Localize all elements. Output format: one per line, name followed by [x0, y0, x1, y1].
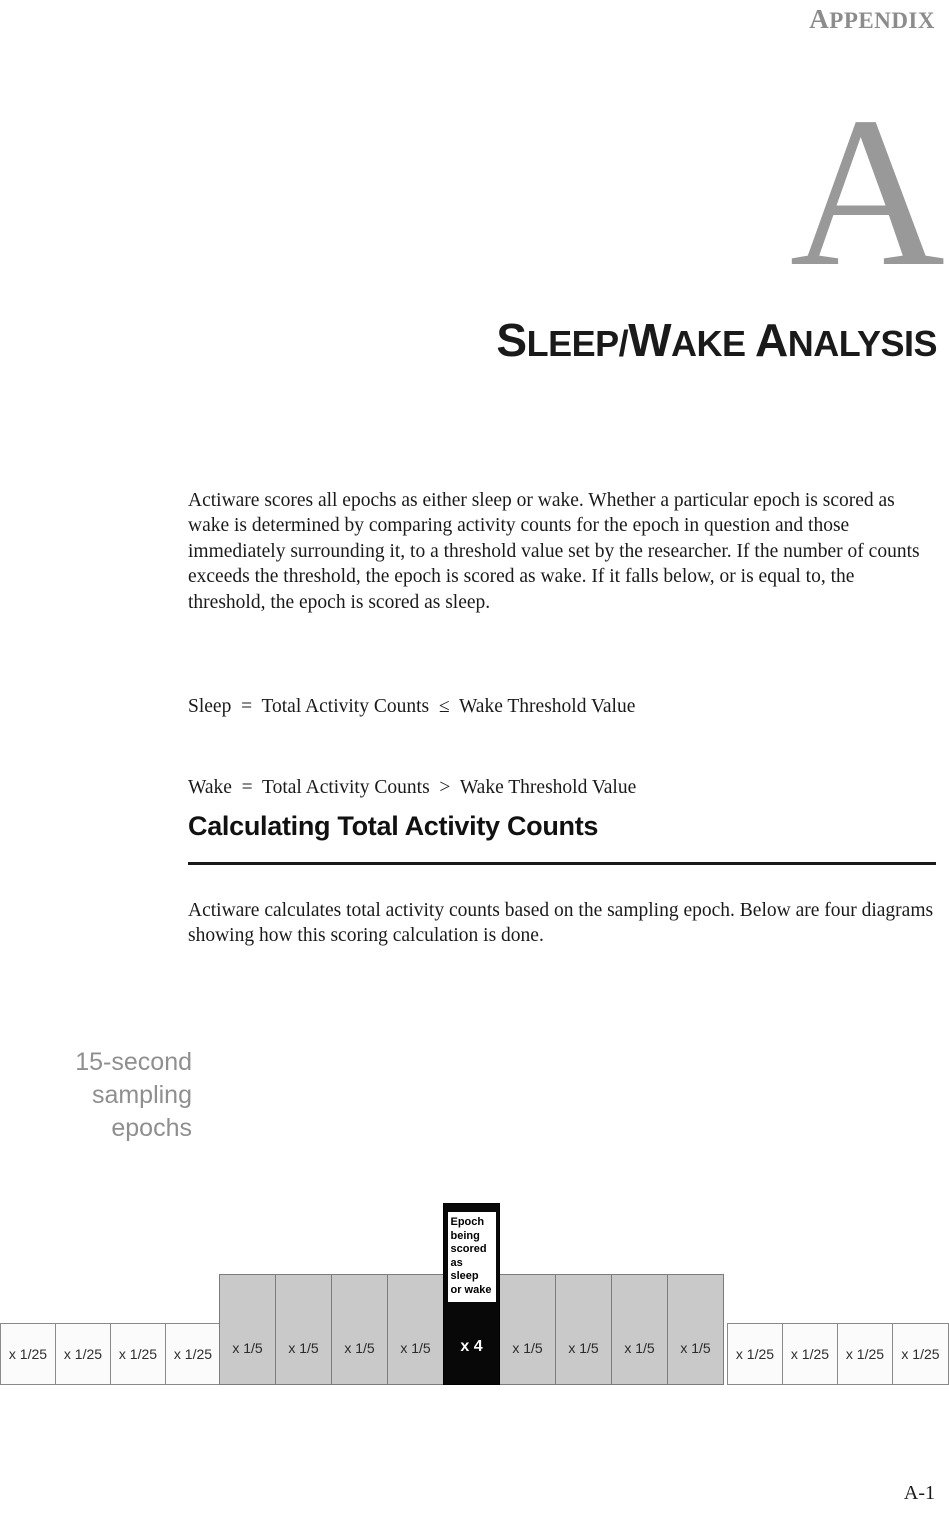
epoch-box-near — [555, 1274, 612, 1385]
diagram-caption — [22, 1046, 192, 1145]
epoch-box-near — [387, 1274, 444, 1385]
epoch-weight-label: x 4 — [460, 1338, 483, 1355]
epoch-weight-label: x 1/5 — [512, 1340, 543, 1356]
epoch-weight-label: x 1/25 — [901, 1346, 940, 1362]
section-paragraph: Actiware calculates total activity counts based on the sampling epoch. Below are four diagrams showing how this scoring calculation is done. — [188, 900, 934, 947]
epoch-weight-label: x 1/5 — [400, 1340, 431, 1356]
scored-epoch-callout-line: Epoch — [450, 1216, 485, 1228]
epoch-weight-label: x 1/5 — [344, 1340, 375, 1356]
diagram-caption-line-1: 15-second — [75, 1048, 192, 1076]
epoch-box-scored — [443, 1203, 500, 1385]
diagram-caption-line-2: sampling — [91, 1081, 192, 1109]
running-head — [809, 4, 935, 35]
diagram-caption-line-3: epochs — [111, 1114, 192, 1142]
epoch-box-far — [892, 1323, 949, 1385]
title-cap-a: A — [755, 314, 788, 366]
epoch-weight-label: x 1/25 — [173, 1346, 213, 1362]
scored-epoch-callout-line: being — [450, 1229, 480, 1242]
epoch-box-far — [0, 1323, 56, 1385]
epoch-box-near — [219, 1274, 276, 1385]
section-body-block — [188, 898, 940, 949]
epoch-box-far — [110, 1323, 166, 1385]
scored-epoch-callout-line: as sleep — [450, 1256, 479, 1282]
epoch-weight-label: x 1/5 — [568, 1340, 599, 1356]
epoch-weight-label: x 1/25 — [118, 1346, 158, 1362]
intro-block — [188, 488, 936, 855]
running-head-rest: PPENDIX — [829, 8, 935, 33]
epoch-box-near — [275, 1274, 332, 1385]
epoch-box-far — [782, 1323, 838, 1385]
epoch-box-far — [837, 1323, 893, 1385]
epoch-weight-label: x 1/25 — [845, 1346, 885, 1362]
epoch-box-near — [499, 1274, 556, 1385]
epoch-box-far — [165, 1323, 221, 1385]
epoch-weight-label: x 1/25 — [790, 1346, 830, 1362]
appendix-letter: A — [789, 72, 941, 311]
title-rest-analysis: NALYSIS — [787, 323, 937, 364]
intro-paragraph: Actiware scores all epochs as either sleep or wake. Whether a particular epoch is scored as wake is determined by comparing activity counts for the epoch in question and those immediately surrounding it, to a threshold value set by the researcher. If the number of counts exceeds the threshold, the epoch is scored as wake. If it falls below, or is equal to, the threshold, the epoch is scored as sleep. — [188, 490, 920, 613]
scored-epoch-callout-line: scored — [450, 1243, 487, 1255]
epoch-box-far — [55, 1323, 111, 1385]
title-rest-wake: AKE — [671, 323, 756, 364]
epoch-box-near — [667, 1274, 724, 1385]
epoch-weight-label: x 1/25 — [735, 1346, 775, 1362]
epoch-weight-label: x 1/5 — [624, 1340, 655, 1356]
page-number: A-1 — [903, 1482, 935, 1504]
epoch-weight-label: x 1/5 — [680, 1340, 711, 1356]
epoch-weight-label: x 1/5 — [288, 1340, 319, 1356]
page-title — [496, 314, 937, 366]
epoch-weight-label: x 1/5 — [232, 1340, 263, 1356]
epoch-box-near — [331, 1274, 388, 1385]
epoch-box-near — [611, 1274, 668, 1385]
section-heading-rule — [188, 862, 936, 865]
epoch-weight-label: x 1/25 — [63, 1346, 103, 1362]
epoch-scoring-diagram — [0, 1180, 949, 1395]
formula-sleep: Sleep = Total Activity Counts ≤ Wake Threshold Value — [188, 696, 636, 718]
section-heading: Calculating Total Activity Counts — [188, 811, 599, 841]
title-cap-w: W — [628, 314, 672, 366]
scored-epoch-callout-line: or wake — [450, 1283, 492, 1296]
scored-epoch-callout — [448, 1212, 496, 1302]
title-cap-s: S — [496, 314, 527, 366]
formula-wake: Wake = Total Activity Counts > Wake Threshold Value — [188, 777, 637, 799]
epoch-box-far — [727, 1323, 783, 1385]
epoch-weight-label: x 1/25 — [8, 1346, 48, 1362]
running-head-first-letter: A — [809, 4, 830, 34]
title-rest-sleep: LEEP/ — [526, 323, 629, 364]
